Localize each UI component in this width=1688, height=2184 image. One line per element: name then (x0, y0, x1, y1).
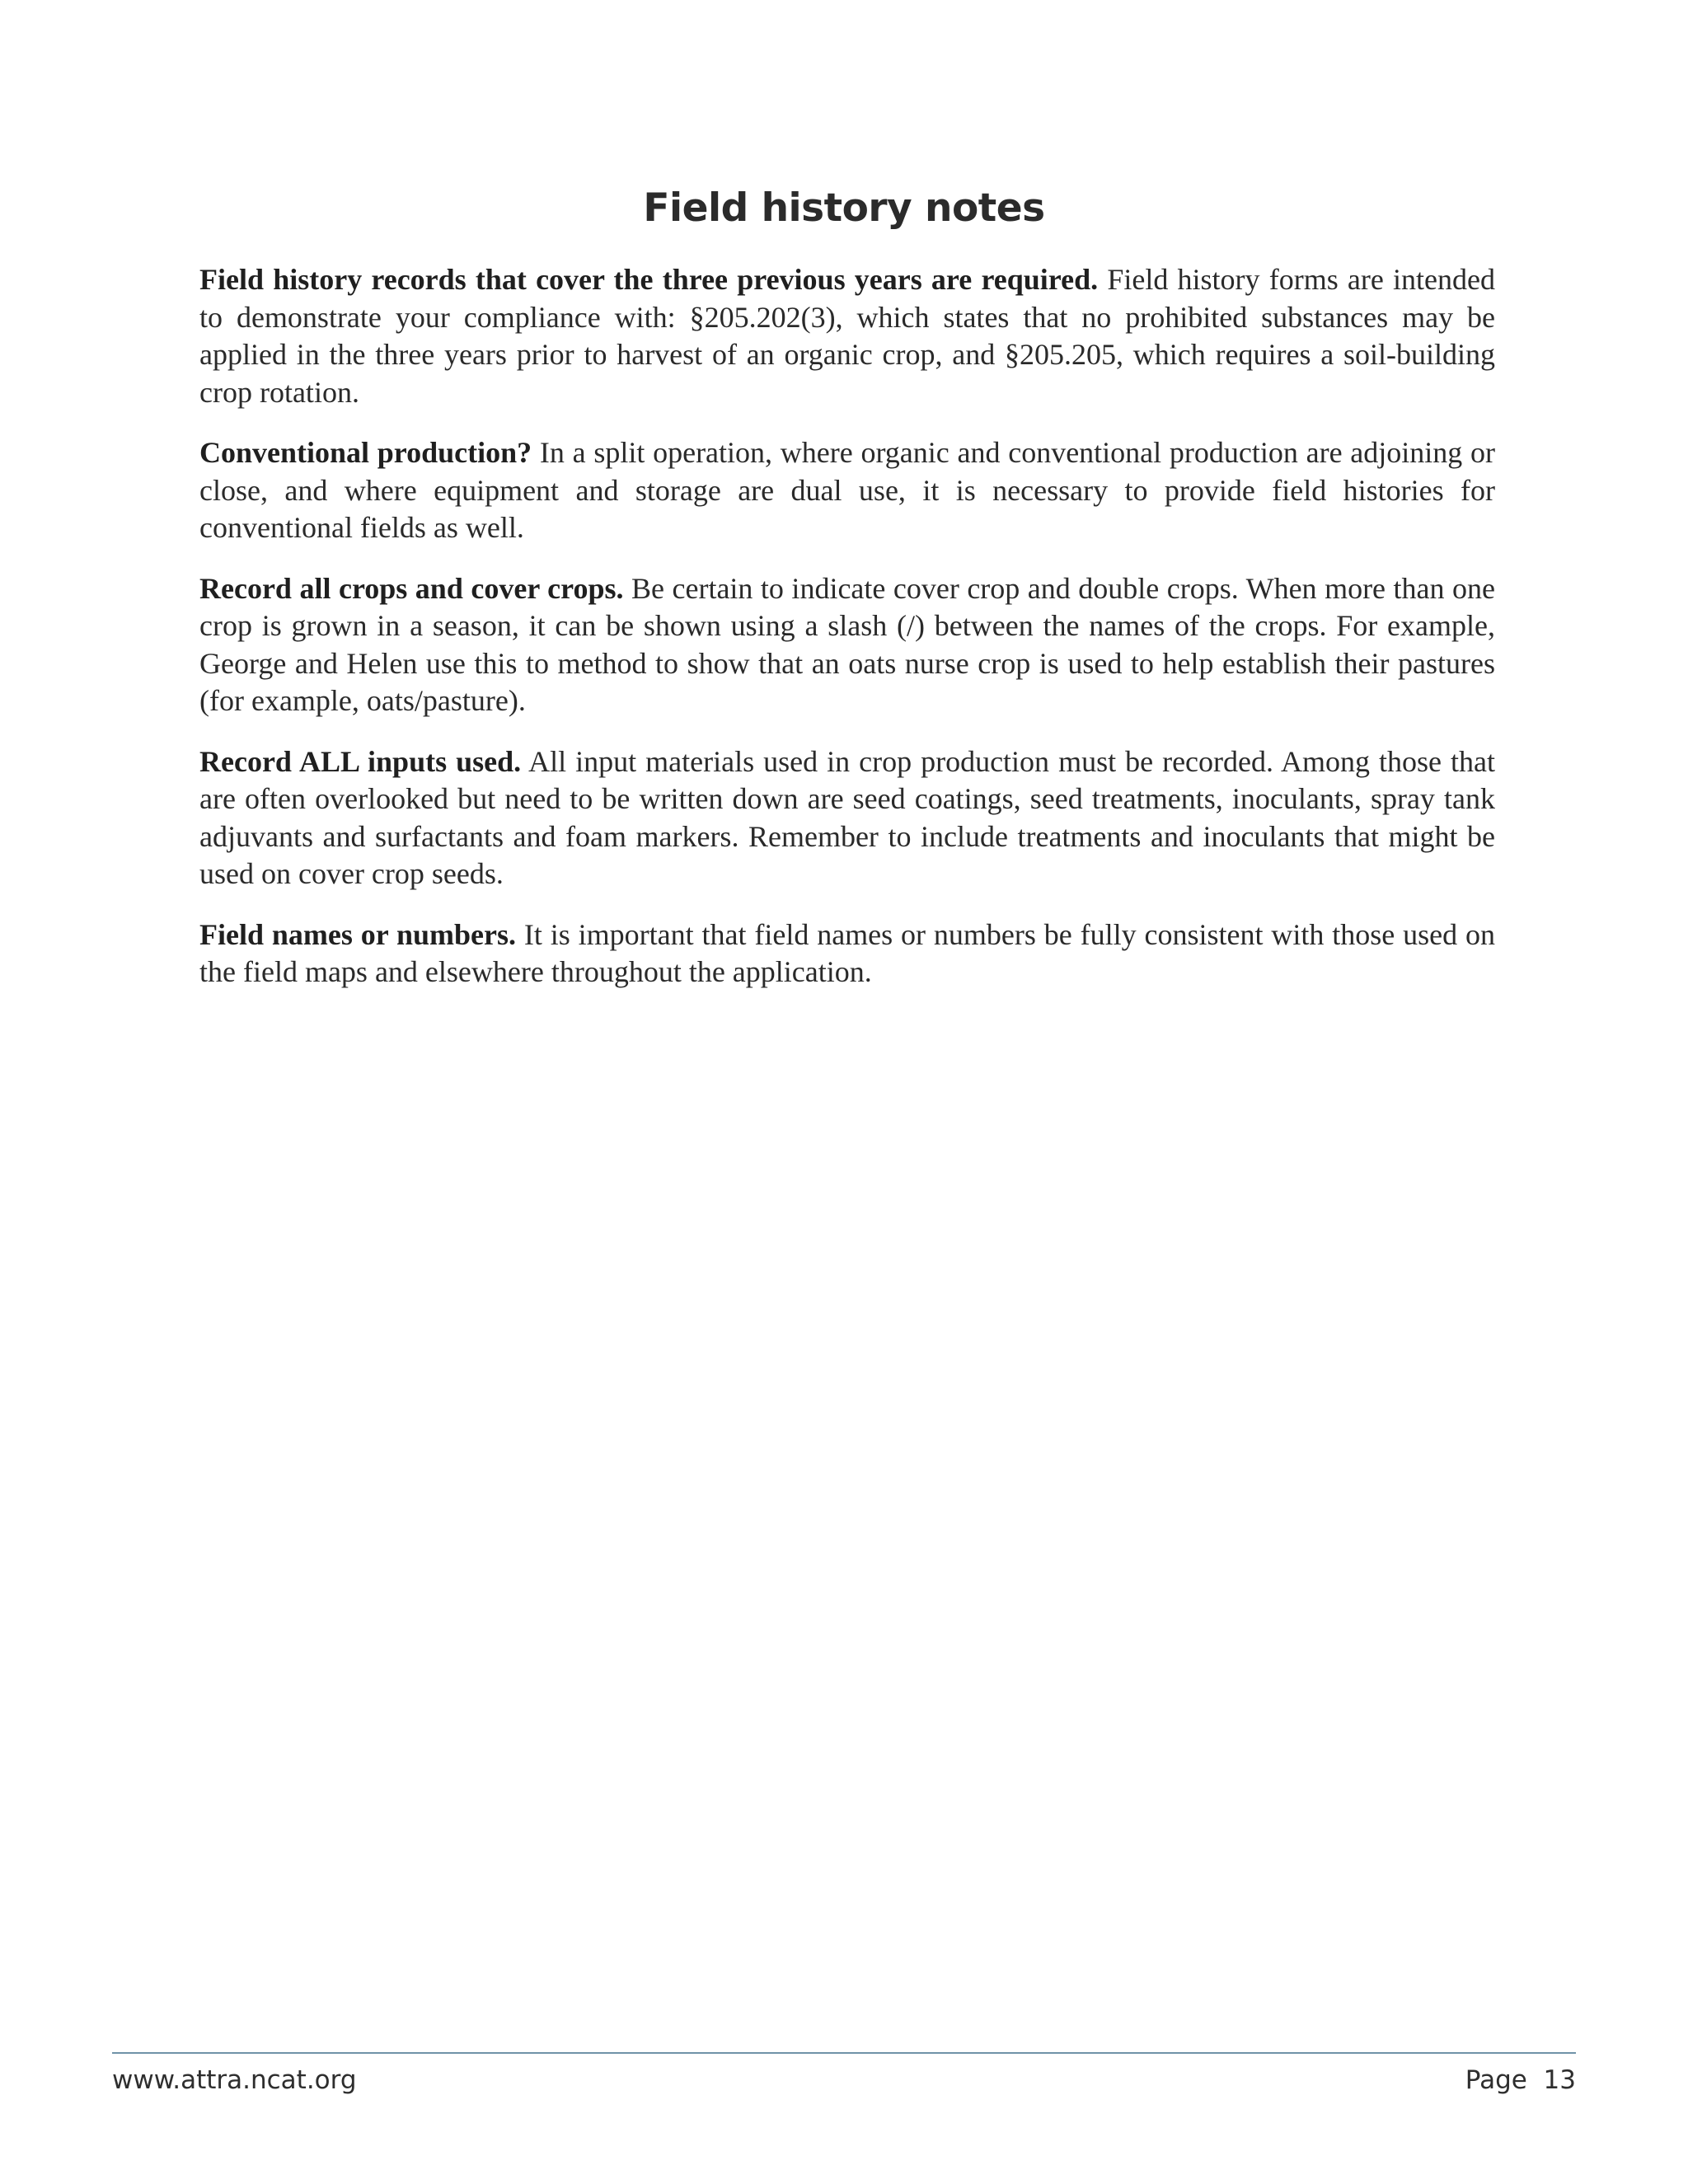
paragraph-records-required (199, 261, 1495, 411)
paragraph-text: Field history forms are intended to demonstrate your compliance with: §205.202(3), which states that no prohibited substances may be applied in the three years prior to harvest of an organic crop, and §205.205, which requires a soil-building crop rotation. (199, 263, 1495, 409)
paragraph-lead: Field names or numbers. (199, 917, 516, 951)
paragraph-record-crops (199, 570, 1495, 720)
notes-body (199, 261, 1495, 1015)
paragraph-text: It is important that field names or numbers be fully consistent with those used on the field maps and elsewhere throughout the application. (199, 917, 1495, 988)
paragraph-field-names (199, 916, 1495, 991)
page-title: Field history notes (643, 185, 1045, 231)
paragraph-lead: Record ALL inputs used. (199, 744, 522, 778)
footer-website-link[interactable]: www.attra.ncat.org (112, 2065, 357, 2095)
paragraph-text: Be certain to indicate cover crop and double crops. When more than one crop is grown in a season, it can be shown using a slash (/) between the names of the crops. For example, George and Helen use this to method to show that an oats nurse crop is used to help establish their pastures (for example, oats/pasture). (199, 571, 1495, 717)
paragraph-conventional-production (199, 434, 1495, 547)
paragraph-lead: Field history records that cover the three previous years are required. (199, 263, 1099, 296)
footer-divider (112, 2052, 1576, 2054)
paragraph-text: In a split operation, where organic and conventional production are adjoining or close, and where equipment and storage are dual use, it is necessary to provide field histories for conventional fields as well. (199, 436, 1495, 544)
paragraph-text: All input materials used in crop production must be recorded. Among those that are often overlooked but need to be written down are seed coatings, seed treatments, inoculants, spray tank adjuvants and surfactants and foam markers. Remember to include treatments and inoculants that might be used on cover crop seeds. (199, 744, 1495, 890)
footer-page-number: Page 13 (1465, 2065, 1576, 2095)
paragraph-lead: Record all crops and cover crops. (199, 571, 624, 605)
paragraph-record-inputs (199, 743, 1495, 893)
paragraph-lead: Conventional production? (199, 436, 532, 469)
